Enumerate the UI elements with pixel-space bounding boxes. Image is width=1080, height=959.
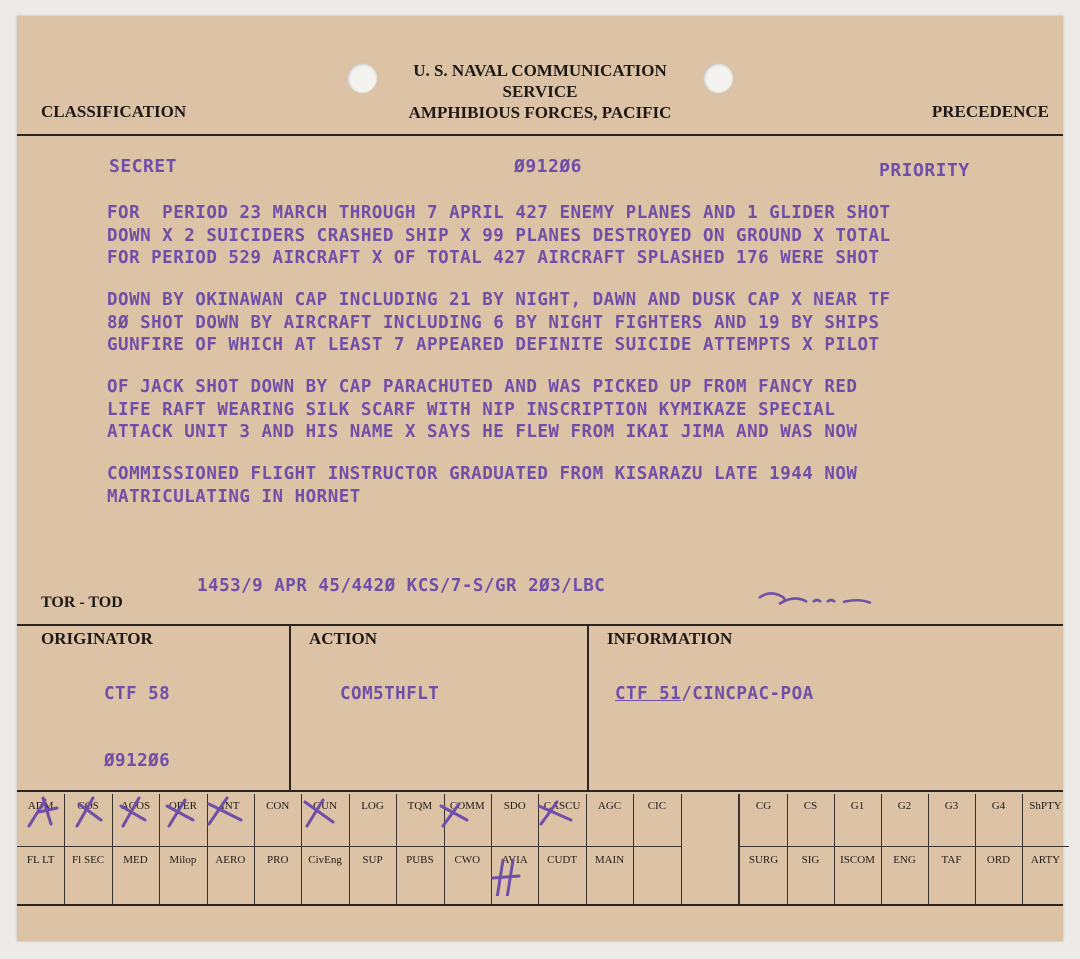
routing-cell-top: LOG <box>361 800 384 812</box>
routing-cell-bottom: TAF <box>941 854 962 866</box>
message-paragraph-2: DOWN BY OKINAWAN CAP INCLUDING 21 BY NIGHT, DAWN AND DUSK CAP X NEAR TF 8Ø SHOT DOWN BY AIRCRAFT INCLUDING 6 BY NIGHT FIGHTERS AND 19 BY SHIPS GUNFIRE OF WHICH AT LEAST 7 APPEARED DEFINITE SUICIDE ATTEMPTS X PILOT <box>107 290 891 355</box>
header-divider <box>17 134 1063 136</box>
routing-cell-bottom: ORD <box>986 854 1011 866</box>
header-line-1: U. S. NAVAL COMMUNICATION <box>413 61 667 80</box>
routing-cell-bottom: ISCOM <box>840 854 875 866</box>
routing-cell-top: ShPTY <box>1029 800 1062 812</box>
message-form <box>17 16 1063 941</box>
routing-cell-top: ADM <box>27 800 54 812</box>
information-label: INFORMATION <box>607 629 733 648</box>
message-paragraph-1: FOR PERIOD 23 MARCH THROUGH 7 APRIL 427 ENEMY PLANES AND 1 GLIDER SHOT DOWN X 2 SUICIDERS CRASHED SHIP X 99 PLANES DESTROYED ON GROUND X TOTAL FOR PERIOD 529 AIRCRAFT X OF TOTAL 427 AIRCRAFT SPLASHED 176 WERE SHOT <box>107 203 891 268</box>
originator-dtg: Ø912Ø6 <box>104 751 171 771</box>
routing-cell-top: AGC <box>597 800 622 812</box>
routing-cell-top: CIC <box>647 800 667 812</box>
routing-check-marks <box>17 786 1063 896</box>
routing-cell-top: ACOS <box>120 800 151 812</box>
tor-tod-label: TOR - TOD <box>41 594 123 611</box>
operator-initials-signature <box>755 584 885 614</box>
routing-cell-bottom: PUBS <box>406 854 434 866</box>
classification-label: CLASSIFICATION <box>41 102 187 121</box>
originator-label: ORIGINATOR <box>41 629 153 648</box>
classification-value: SECRET <box>109 156 178 177</box>
routing-cell-bottom: CUDT <box>547 854 578 866</box>
header-line-3: AMPHIBIOUS FORCES, PACIFIC <box>408 103 672 122</box>
routing-cell-top: INT <box>221 800 240 812</box>
action-label: ACTION <box>309 629 378 648</box>
routing-cell-top: G4 <box>991 800 1006 812</box>
routing-cell-bottom: SUP <box>362 854 383 866</box>
routing-cell-bottom: AERO <box>215 854 246 866</box>
action-value: COM5THFLT <box>340 684 440 704</box>
routing-cell-top: G1 <box>850 800 865 812</box>
originator-action-divider <box>289 624 291 791</box>
routing-cell-top: COMM <box>449 800 485 812</box>
routing-bottom-divider <box>17 904 1063 906</box>
header-line-2: SERVICE <box>502 82 578 101</box>
routing-cell-bottom: ENG <box>893 854 916 866</box>
routing-cell-top: OPER <box>168 800 197 812</box>
routing-cell-bottom: CivEng <box>308 854 342 866</box>
routing-cell-bottom: MAIN <box>594 854 625 866</box>
routing-cell-top: G3 <box>944 800 959 812</box>
routing-cell-bottom: Fl SEC <box>72 854 105 866</box>
routing-cell-top: CON <box>266 800 290 812</box>
routing-cell-top: G2 <box>897 800 912 812</box>
information-value <box>615 684 814 704</box>
routing-cell-bottom: SURG <box>748 854 779 866</box>
tor-tod-value: 1453/9 APR 45/442Ø KCS/7-S/GR 2Ø3/LBC <box>197 576 606 596</box>
precedence-value: PRIORITY <box>879 160 970 181</box>
information-rest: /CINCPAC-POA <box>681 684 814 704</box>
routing-cell-bottom: FL LT <box>26 854 55 866</box>
tor-divider <box>17 624 1063 626</box>
routing-cell-top: COS <box>77 800 99 812</box>
routing-cell-top: SDO <box>503 800 526 812</box>
routing-cell-bottom: PRO <box>266 854 289 866</box>
date-time-group: Ø912Ø6 <box>514 156 583 177</box>
routing-cell-bottom: CWO <box>454 854 481 866</box>
routing-cell-top: TQM <box>407 800 433 812</box>
originator-value: CTF 58 <box>104 684 171 704</box>
routing-cell-bottom: MED <box>123 854 148 866</box>
information-underlined-addressee: CTF 51 <box>615 684 682 704</box>
routing-cell-bottom: SIG <box>801 854 820 866</box>
message-paragraph-3: OF JACK SHOT DOWN BY CAP PARACHUTED AND WAS PICKED UP FROM FANCY RED LIFE RAFT WEARING SILK SCARF WITH NIP INSCRIPTION KYMIKAZE SPECIAL ATTACK UNIT 3 AND HIS NAME X SAYS HE FLEW FROM IKAI JIMA AND WAS NOW <box>107 377 858 442</box>
routing-cell-top: GUN <box>313 800 337 812</box>
routing-cell-top: CS <box>803 800 818 812</box>
action-info-divider <box>587 624 589 791</box>
routing-cell-top: CASCU <box>543 800 581 812</box>
routing-cell-bottom: AVIA <box>501 854 528 866</box>
precedence-label: PRECEDENCE <box>931 102 1049 121</box>
routing-cell-bottom: ARTY <box>1030 854 1061 866</box>
routing-cell-bottom: Milop <box>169 854 197 866</box>
routing-cell-top: CG <box>755 800 772 812</box>
message-paragraph-4: COMMISSIONED FLIGHT INSTRUCTOR GRADUATED FROM KISARAZU LATE 1944 NOW MATRICULATING IN HORNET <box>107 464 858 507</box>
